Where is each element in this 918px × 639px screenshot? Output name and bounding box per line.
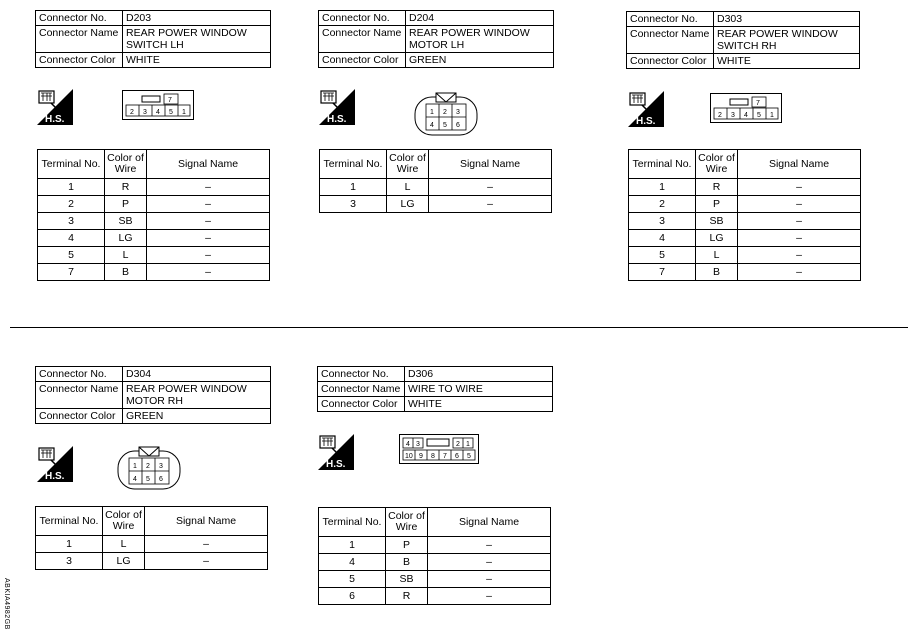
terminal-no: 7 — [38, 264, 105, 281]
pin-label: 6 — [159, 476, 163, 483]
pin-label: 2 — [443, 109, 447, 116]
pin-label: 5 — [146, 476, 150, 483]
pin-label: 4 — [430, 122, 434, 129]
wire-color: L — [103, 536, 145, 553]
pin-label: 2 — [456, 441, 460, 448]
wire-color: L — [105, 247, 147, 264]
table-row — [629, 196, 861, 213]
terminal-table-d203 — [37, 149, 270, 281]
terminal-no: 1 — [629, 179, 696, 196]
wire-color: LG — [696, 230, 738, 247]
table-row — [38, 247, 270, 264]
signal-name: – — [147, 213, 270, 230]
connector-name-line-2: MOTOR RH — [126, 395, 183, 407]
wire-color: L — [696, 247, 738, 264]
pin-label: 4 — [406, 441, 410, 448]
wire-color: B — [386, 554, 428, 571]
connector-name-value: WIRE TO WIRE — [405, 382, 553, 397]
wire-color: SB — [696, 213, 738, 230]
terminal-no: 4 — [38, 230, 105, 247]
terminal-no: 2 — [629, 196, 696, 213]
connector-no-value: D304 — [123, 367, 271, 382]
connector-face-d303 — [710, 93, 782, 123]
table-row — [319, 537, 551, 554]
connector-color-value: WHITE — [714, 54, 860, 69]
wire-color: B — [696, 264, 738, 281]
terminal-no: 4 — [629, 230, 696, 247]
harness-side-icon — [37, 446, 73, 482]
terminal-no-header: Terminal No. — [38, 150, 105, 179]
connector-name-line-2: SWITCH RH — [717, 40, 777, 52]
pin-label: 1 — [430, 109, 434, 116]
terminal-no: 5 — [319, 571, 386, 588]
wire-color-header-l1: Color of — [107, 152, 144, 164]
section-divider — [10, 327, 908, 328]
connector-color-value: GREEN — [123, 409, 271, 424]
connector-info-table — [318, 10, 554, 68]
signal-name: – — [145, 553, 268, 570]
table-row — [38, 213, 270, 230]
connector-name-value — [123, 382, 271, 409]
connector-no-label: Connector No. — [36, 11, 123, 26]
table-row — [36, 553, 268, 570]
table-row — [629, 230, 861, 247]
pin-label: 7 — [756, 100, 760, 107]
connector-face-d204 — [414, 91, 478, 137]
hs-label: H.S. — [327, 114, 347, 125]
wire-color-header-l1: Color of — [389, 152, 426, 164]
wire-color: LG — [103, 553, 145, 570]
pin-label: 10 — [405, 453, 413, 460]
terminal-no: 5 — [38, 247, 105, 264]
table-row — [319, 571, 551, 588]
connector-name-label: Connector Name — [36, 26, 123, 53]
pin-label: 8 — [431, 453, 435, 460]
signal-name: – — [738, 213, 861, 230]
pin-label: 5 — [757, 112, 761, 119]
terminal-no-header: Terminal No. — [320, 150, 387, 179]
pin-label: 2 — [718, 112, 722, 119]
pin-label: 1 — [182, 109, 186, 116]
connector-info-table — [35, 10, 271, 68]
terminal-no: 7 — [629, 264, 696, 281]
terminal-no: 3 — [629, 213, 696, 230]
signal-name: – — [147, 247, 270, 264]
wire-color-header — [105, 150, 147, 179]
harness-side-icon — [319, 89, 355, 125]
wire-color-header-l1: Color of — [105, 509, 142, 521]
signal-name: – — [738, 179, 861, 196]
connector-name-label: Connector Name — [319, 26, 406, 53]
terminal-no-header: Terminal No. — [629, 150, 696, 179]
pin-label: 3 — [143, 109, 147, 116]
wire-color: LG — [105, 230, 147, 247]
pin-label: 3 — [456, 109, 460, 116]
hs-label: H.S. — [45, 114, 65, 125]
connector-face-d304 — [117, 445, 181, 491]
connector-no-label: Connector No. — [36, 367, 123, 382]
terminal-no: 3 — [38, 213, 105, 230]
pin-label: 9 — [419, 453, 423, 460]
connector-block-d304 — [35, 366, 271, 424]
table-row — [629, 213, 861, 230]
pin-label: 6 — [456, 122, 460, 129]
table-row — [319, 588, 551, 605]
harness-side-icon — [628, 91, 664, 127]
wire-color: LG — [387, 196, 429, 213]
connector-name-line-1: REAR POWER WINDOW — [409, 27, 530, 39]
terminal-table-d306 — [318, 507, 551, 605]
figure-reference-code: ABKIA4982GB — [3, 578, 10, 630]
connector-block-d306 — [317, 366, 553, 412]
table-row — [629, 247, 861, 264]
connector-name-value — [123, 26, 271, 53]
signal-name: – — [738, 230, 861, 247]
hs-label: H.S. — [326, 459, 346, 470]
wire-color-header-l2: Wire — [396, 163, 419, 175]
signal-name-header: Signal Name — [147, 150, 270, 179]
signal-name: – — [147, 230, 270, 247]
harness-side-icon — [37, 89, 73, 125]
wire-color-header-l2: Wire — [705, 163, 728, 175]
signal-name: – — [147, 264, 270, 281]
table-row — [320, 179, 552, 196]
connector-no-value: D303 — [714, 12, 860, 27]
pin-label: 5 — [169, 109, 173, 116]
connector-name-line-2: SWITCH LH — [126, 39, 184, 51]
pin-label: 4 — [133, 476, 137, 483]
connector-face-d306 — [399, 434, 479, 464]
connector-no-value: D306 — [405, 367, 553, 382]
wire-color: SB — [105, 213, 147, 230]
signal-name-header: Signal Name — [429, 150, 552, 179]
signal-name: – — [428, 537, 551, 554]
connector-block-d303 — [626, 11, 860, 69]
connector-color-label: Connector Color — [319, 53, 406, 68]
pin-label: 7 — [443, 453, 447, 460]
terminal-no: 1 — [319, 537, 386, 554]
connector-info-table — [35, 366, 271, 424]
table-row — [319, 554, 551, 571]
connector-name-line-1: REAR POWER WINDOW — [126, 383, 247, 395]
pin-label: 2 — [146, 463, 150, 470]
connector-color-label: Connector Color — [318, 397, 405, 412]
connector-color-label: Connector Color — [36, 53, 123, 68]
wire-color-header — [387, 150, 429, 179]
pin-label: 5 — [467, 453, 471, 460]
connector-info-table — [317, 366, 553, 412]
wire-color-header — [696, 150, 738, 179]
pin-label: 1 — [770, 112, 774, 119]
pin-label: 4 — [744, 112, 748, 119]
terminal-table-d303 — [628, 149, 861, 281]
wire-color: R — [105, 179, 147, 196]
wire-color: P — [696, 196, 738, 213]
table-row — [38, 196, 270, 213]
signal-name: – — [428, 554, 551, 571]
wire-color-header — [386, 508, 428, 537]
wire-color-header-l2: Wire — [112, 520, 135, 532]
signal-name: – — [429, 179, 552, 196]
connector-color-label: Connector Color — [627, 54, 714, 69]
signal-name: – — [147, 179, 270, 196]
connector-face-d203 — [122, 90, 194, 120]
pin-label: 6 — [455, 453, 459, 460]
signal-name-header: Signal Name — [428, 508, 551, 537]
wire-color: B — [105, 264, 147, 281]
signal-name: – — [738, 264, 861, 281]
connector-name-label: Connector Name — [36, 382, 123, 409]
connector-name-line-2: MOTOR LH — [409, 39, 465, 51]
connector-color-value: WHITE — [123, 53, 271, 68]
signal-name: – — [738, 247, 861, 264]
pin-label: 1 — [466, 441, 470, 448]
connector-name-label: Connector Name — [318, 382, 405, 397]
signal-name-header: Signal Name — [145, 507, 268, 536]
table-row — [629, 264, 861, 281]
pin-label: 7 — [168, 97, 172, 104]
pin-label: 4 — [156, 109, 160, 116]
connector-color-value: WHITE — [405, 397, 553, 412]
wire-color-header — [103, 507, 145, 536]
connector-color-value: GREEN — [406, 53, 554, 68]
table-row — [38, 230, 270, 247]
terminal-no: 6 — [319, 588, 386, 605]
signal-name: – — [145, 536, 268, 553]
wire-color-header-l1: Color of — [388, 510, 425, 522]
hs-label: H.S. — [45, 471, 65, 482]
harness-side-icon — [318, 434, 354, 470]
signal-name: – — [428, 571, 551, 588]
wire-color-header-l2: Wire — [395, 521, 418, 533]
terminal-no: 4 — [319, 554, 386, 571]
terminal-no: 1 — [38, 179, 105, 196]
connector-no-value: D203 — [123, 11, 271, 26]
connector-name-label: Connector Name — [627, 27, 714, 54]
connector-name-value — [406, 26, 554, 53]
connector-color-label: Connector Color — [36, 409, 123, 424]
wire-color: P — [105, 196, 147, 213]
connector-no-value: D204 — [406, 11, 554, 26]
connector-name-line-1: REAR POWER WINDOW — [126, 27, 247, 39]
hs-label: H.S. — [636, 116, 656, 127]
table-row — [36, 536, 268, 553]
wire-color: R — [386, 588, 428, 605]
signal-name-header: Signal Name — [738, 150, 861, 179]
connector-no-label: Connector No. — [627, 12, 714, 27]
table-row — [320, 196, 552, 213]
pin-label: 3 — [731, 112, 735, 119]
pin-label: 5 — [443, 122, 447, 129]
signal-name: – — [147, 196, 270, 213]
signal-name: – — [429, 196, 552, 213]
wire-color: L — [387, 179, 429, 196]
pin-label: 3 — [416, 441, 420, 448]
table-row — [38, 264, 270, 281]
connector-info-table — [626, 11, 860, 69]
wire-color: P — [386, 537, 428, 554]
signal-name: – — [428, 588, 551, 605]
pin-label: 1 — [133, 463, 137, 470]
pin-label: 2 — [130, 109, 134, 116]
terminal-no: 1 — [36, 536, 103, 553]
wire-color-header-l2: Wire — [114, 163, 137, 175]
terminal-no: 3 — [320, 196, 387, 213]
pin-label: 3 — [159, 463, 163, 470]
terminal-table-d204 — [319, 149, 552, 213]
terminal-no: 2 — [38, 196, 105, 213]
wire-color: R — [696, 179, 738, 196]
terminal-no: 3 — [36, 553, 103, 570]
signal-name: – — [738, 196, 861, 213]
terminal-no: 1 — [320, 179, 387, 196]
terminal-table-d304 — [35, 506, 268, 570]
terminal-no: 5 — [629, 247, 696, 264]
terminal-no-header: Terminal No. — [36, 507, 103, 536]
connector-name-line-1: REAR POWER WINDOW — [717, 28, 838, 40]
table-row — [629, 179, 861, 196]
connector-no-label: Connector No. — [318, 367, 405, 382]
table-row — [38, 179, 270, 196]
terminal-no-header: Terminal No. — [319, 508, 386, 537]
connector-block-d204 — [318, 10, 554, 68]
connector-name-value — [714, 27, 860, 54]
wire-color-header-l1: Color of — [698, 152, 735, 164]
connector-block-d203 — [35, 10, 271, 68]
connector-no-label: Connector No. — [319, 11, 406, 26]
wire-color: SB — [386, 571, 428, 588]
